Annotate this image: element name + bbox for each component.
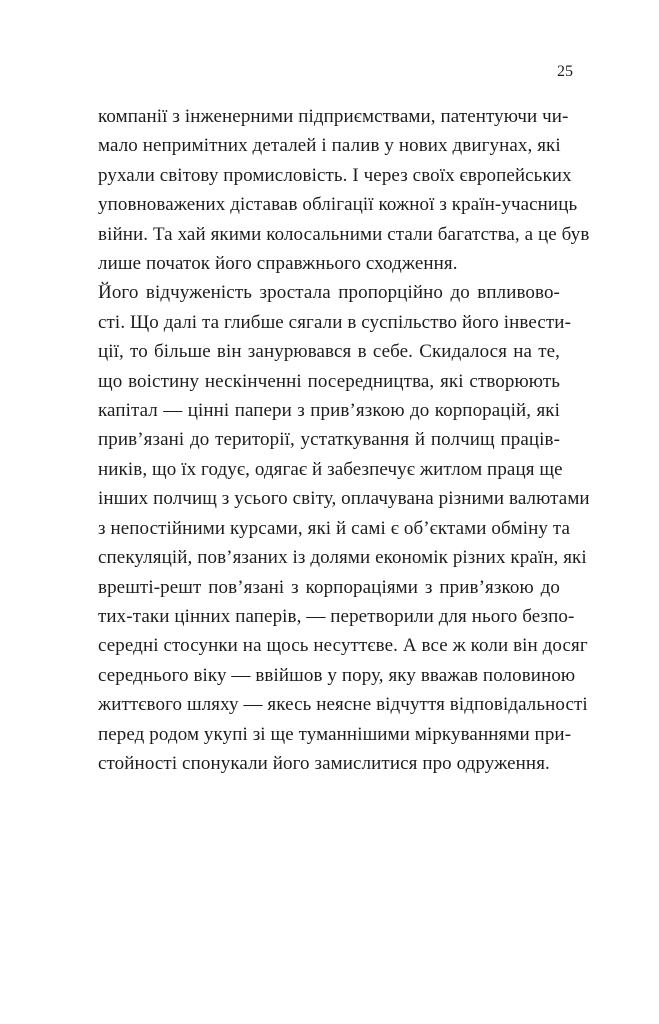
text-line: стойності спонукали його замислитися про одруження.	[98, 752, 550, 774]
text-line: Його відчуженість зростала пропорційно до впливово-	[98, 282, 560, 304]
text-line: уповноважених діставав облігації кожної з країн-учасниць	[98, 194, 578, 216]
text-line: інших полчищ з усього світу, оплачувана різними валютами	[98, 488, 590, 510]
text-line: з непостійними курсами, які й самі є об’єктами обміну та	[98, 517, 570, 539]
text-line: капітал — цінні папери з прив’язкою до корпорацій, які	[98, 400, 560, 422]
paragraph-2	[98, 278, 590, 778]
text-line: війни. Та хай якими колосальними стали багатства, а це був	[98, 223, 590, 245]
text-line: середнього віку — ввійшов у пору, яку вважав половиною	[98, 664, 576, 686]
text-line: перед родом укупі зі ще туманнішими міркуваннями при-	[98, 723, 572, 745]
text-line: врешті-решт пов’язані з корпораціями з прив’язкою до	[98, 576, 560, 598]
text-line: середні стосунки на щось несуттєве. А все ж коли він досяг	[98, 635, 588, 657]
text-line: життєвого шляху — якесь неясне відчуття відповідальності	[98, 694, 588, 716]
text-line: спекуляцій, пов’язаних із долями економік різних країн, які	[98, 547, 587, 569]
text-line: ників, що їх годує, одягає й забезпечує житлом праця ще	[98, 458, 563, 480]
text-line: мало непримітних деталей і палив у нових двигунах, які	[98, 135, 561, 157]
paragraph-1	[98, 102, 590, 278]
text-line: рухали світову промисловість. І через своїх європейських	[98, 164, 572, 186]
body-text	[98, 102, 590, 778]
text-line: сті. Що далі та глибше сягали в суспільство його інвести-	[98, 311, 571, 333]
text-line: компанії з інженерними підприємствами, патентуючи чи-	[98, 106, 569, 127]
text-line: ції, то більше він занурювався в себе. Скидалося на те,	[98, 341, 560, 363]
text-line: тих-таки цінних паперів, — перетворили для нього безпо-	[98, 605, 575, 627]
text-line: лише початок його справжнього сходження.	[98, 253, 458, 275]
text-line: що воістину нескінченні посередництва, які створюють	[98, 370, 560, 392]
text-line-wrap	[98, 278, 560, 307]
page-number: 25	[557, 63, 573, 80]
text-line: прив’язані до території, устаткування й полчищ праців-	[98, 429, 560, 451]
